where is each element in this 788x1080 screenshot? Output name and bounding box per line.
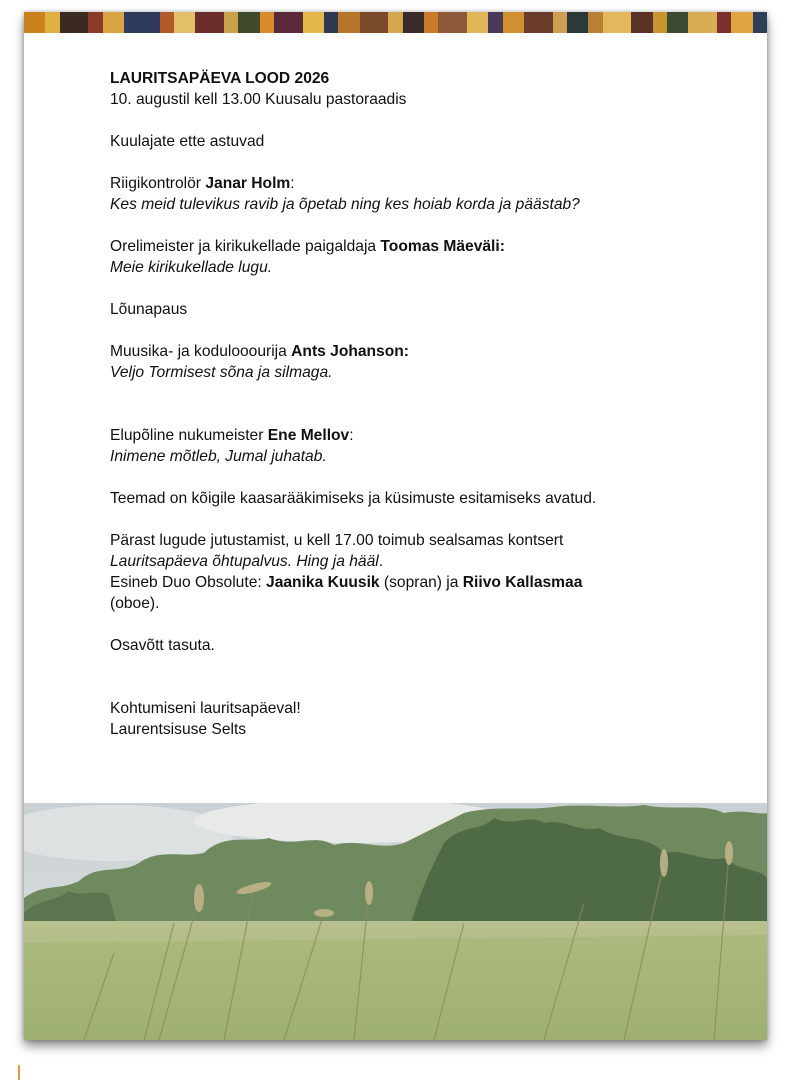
stripe-segment — [653, 12, 667, 33]
stripe-segment — [403, 12, 424, 33]
poster-text — [110, 68, 730, 740]
admission-note: Osavõtt tasuta. — [110, 637, 215, 654]
concert-title-line — [110, 551, 730, 572]
stripe-segment — [88, 12, 102, 33]
welcome-line: Kuulajate ette astuvad — [110, 133, 265, 150]
stripe-segment — [360, 12, 389, 33]
organizer-name: Laurentsisuse Selts — [110, 721, 247, 738]
poster-page — [24, 12, 767, 1040]
stripe-segment — [424, 12, 438, 33]
stripe-segment — [631, 12, 652, 33]
event-title: LAURITSAPÄEVA LOOD 2026 — [110, 70, 330, 87]
performer-1-role: (sopran) ja — [379, 574, 463, 591]
stripe-segment — [438, 12, 467, 33]
talk-3-role: Muusika- ja kodulooourija — [110, 343, 292, 360]
stripe-segment — [753, 12, 767, 33]
talk-1-after: : — [290, 175, 295, 192]
talk-4-speaker: Ene Mellov — [267, 427, 350, 444]
meadow-photo — [24, 803, 767, 1040]
stripe-segment — [274, 12, 303, 33]
stripe-segment — [588, 12, 602, 33]
talk-4-topic: Inimene mõtleb, Jumal juhatab. — [110, 448, 327, 465]
stripe-segment — [688, 12, 717, 33]
decorative-header-stripe — [24, 12, 767, 33]
stripe-segment — [467, 12, 488, 33]
stripe-segment — [24, 12, 45, 33]
stripe-segment — [60, 12, 89, 33]
event-date-place: 10. augustil kell 13.00 Kuusalu pastoraadis — [110, 91, 407, 108]
stripe-segment — [160, 12, 174, 33]
talk-3-speaker: Ants Johanson: — [291, 343, 409, 360]
stripe-segment — [667, 12, 688, 33]
stripe-segment — [488, 12, 502, 33]
stripe-segment — [388, 12, 402, 33]
talk-2-speaker-line — [110, 236, 730, 257]
talk-4-speaker-line — [110, 425, 730, 446]
discussion-note: Teemad on kõigile kaasarääkimiseks ja küsimuste esitamiseks avatud. — [110, 490, 597, 507]
talk-3-topic: Veljo Tormisest sõna ja silmaga. — [110, 364, 333, 381]
grass-texture — [24, 935, 767, 1040]
stripe-segment — [260, 12, 274, 33]
stripe-segment — [124, 12, 160, 33]
stripe-segment — [224, 12, 238, 33]
talk-1-speaker-line — [110, 173, 730, 194]
stripe-segment — [603, 12, 632, 33]
performer-2: Riivo Kallasmaa — [462, 574, 583, 591]
stripe-segment — [174, 12, 195, 33]
performers-line — [110, 572, 730, 593]
performer-1: Jaanika Kuusik — [266, 574, 380, 591]
talk-3-speaker-line — [110, 341, 730, 362]
stripe-segment — [524, 12, 553, 33]
stripe-segment — [103, 12, 124, 33]
concert-title-end: . — [378, 553, 384, 570]
stripe-segment — [195, 12, 224, 33]
concert-intro: Pärast lugude jutustamist, u kell 17.00 toimub sealsamas kontsert — [110, 532, 564, 549]
talk-4-role: Elupõline nukumeister — [110, 427, 268, 444]
talk-2-topic: Meie kirikukellade lugu. — [110, 259, 273, 276]
stripe-segment — [324, 12, 338, 33]
stripe-segment — [338, 12, 359, 33]
talk-2-speaker: Toomas Mäeväli: — [380, 238, 505, 255]
edge-accent-mark — [18, 1065, 20, 1080]
stripe-segment — [503, 12, 524, 33]
stripe-segment — [717, 12, 731, 33]
talk-1-role: Riigikontrolör — [110, 175, 206, 192]
concert-title: Lauritsapäeva õhtupalvus. Hing ja hääl — [110, 553, 379, 570]
stripe-segment — [567, 12, 588, 33]
performers-prefix: Esineb Duo Obsolute: — [110, 574, 267, 591]
talk-4-after: : — [349, 427, 354, 444]
stripe-segment — [45, 12, 59, 33]
talk-2-role: Orelimeister ja kirikukellade paigaldaja — [110, 238, 381, 255]
lunch-break: Lõunapaus — [110, 301, 188, 318]
closing-line: Kohtumiseni lauritsapäeval! — [110, 700, 301, 717]
talk-1-topic: Kes meid tulevikus ravib ja õpetab ning kes hoiab korda ja päästab? — [110, 196, 580, 213]
stripe-segment — [238, 12, 259, 33]
stripe-segment — [731, 12, 752, 33]
talk-1-speaker: Janar Holm — [205, 175, 291, 192]
stripe-segment — [553, 12, 567, 33]
performer-2-role: (oboe). — [110, 595, 160, 612]
stripe-segment — [303, 12, 324, 33]
